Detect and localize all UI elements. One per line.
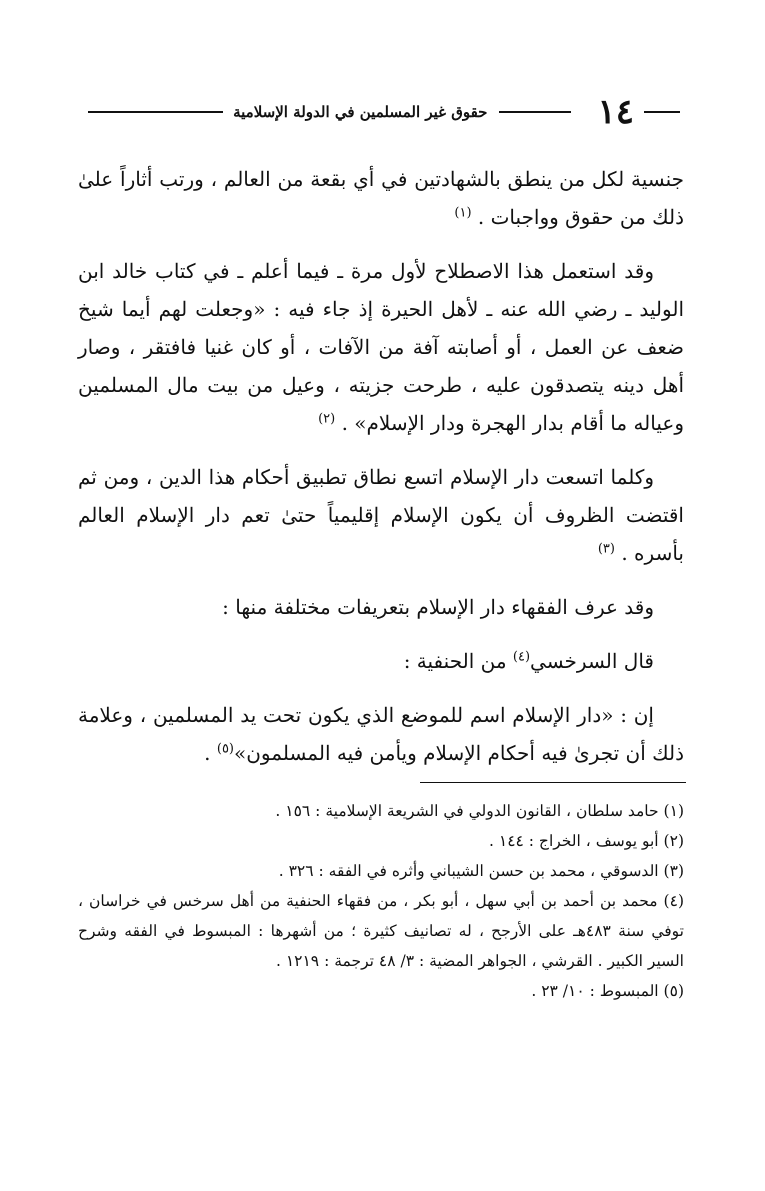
footnote-number: (٢) [663,832,684,850]
footnote-ref: (٣) [597,541,615,557]
header-rule-middle [499,111,571,113]
paragraph-text: إن : «دار الإسلام اسم للموضع الذي يكون تحت يد المسلمين ، وعلامة ذلك أن تجرىٰ فيه أحكام الإسلام ويأمن فيه المسلمون» [78,703,684,765]
footnote-separator [420,782,686,783]
footnote-number: (٤) [663,892,684,910]
footnote-ref: (٢) [318,411,336,427]
footnote-text: محمد بن أحمد بن أبي سهل ، أبو بكر ، من فقهاء الحنفية من أهل سرخس في خراسان ، توفي سنة ٤٨٣هـ على الأرجح ، له تصانيف كثيرة ؛ من أشهرها : المبسوط في الفقه وشرح السير الكبير . القرشي ، الجواهر المضية : ٣/ ٤٨ ترجمة : ١٢١٩ . [78,892,684,970]
footnote-text: حامد سلطان ، القانون الدولي في الشريعة الإسلامية : ١٥٦ . [275,802,659,820]
paragraph [78,160,684,236]
running-title: حقوق غير المسلمين في الدولة الإسلامية [233,103,488,121]
page-header [88,92,680,132]
paragraph-text: وقد استعمل هذا الاصطلاح لأول مرة ـ فيما أعلم ـ في كتاب خالد ابن الوليد ـ رضي الله عنه ـ لأهل الحيرة إذ جاء فيه : «وجعلت لهم أيما شيخ ضعف عن العمل ، أو أصابته آفة من الآفات ، أو كان غنيا فافتقر ، وصار أهل دينه يتصدقون عليه ، طرحت جزيته ، وعيل من بيت مال المسلمين وعياله ما أقام بدار الهجرة ودار الإسلام» . [78,259,685,435]
footnotes [78,796,684,1006]
paragraph [78,642,684,680]
header-rule-right [644,111,680,113]
footnote-number: (٣) [663,862,684,880]
footnote [78,976,684,1006]
paragraph [78,588,684,626]
page-number: ١٤ [597,92,634,132]
footnote-ref: (٤) [512,649,531,665]
main-text [78,160,684,788]
paragraph [78,252,684,442]
footnote-text: الدسوقي ، محمد بن حسن الشيباني وأثره في الفقه : ٣٢٦ . [278,862,659,880]
footnote-ref: (١) [454,205,472,221]
footnote [78,856,684,886]
paragraph-text-continued: . [204,741,217,765]
header-rule-left [88,111,223,113]
footnote-number: (٥) [663,982,684,1000]
footnote-text: أبو يوسف ، الخراج : ١٤٤ . [489,832,659,850]
paragraph [78,696,684,772]
footnote [78,826,684,856]
footnote-text: المبسوط : ١٠/ ٢٣ . [531,982,659,1000]
paragraph-text-continued: من الحنفية : [403,649,513,673]
paragraph [78,458,684,572]
paragraph-text: قال السرخسي [530,649,654,673]
paragraph-text: جنسية لكل من ينطق بالشهادتين في أي بقعة من العالم ، ورتب أثاراً علىٰ ذلك من حقوق وواجبات . [78,167,684,229]
footnote-ref: (٥) [216,741,234,757]
footnote [78,796,684,826]
footnote-number: (١) [663,802,684,820]
footnote [78,886,684,976]
paragraph-text: وقد عرف الفقهاء دار الإسلام بتعريفات مختلفة منها : [222,595,654,619]
paragraph-text: وكلما اتسعت دار الإسلام اتسع نطاق تطبيق أحكام هذا الدين ، ومن ثم اقتضت الظروف أن يكون الإسلام إقليمياً حتىٰ تعم دار الإسلام العالم بأسره . [78,465,684,565]
